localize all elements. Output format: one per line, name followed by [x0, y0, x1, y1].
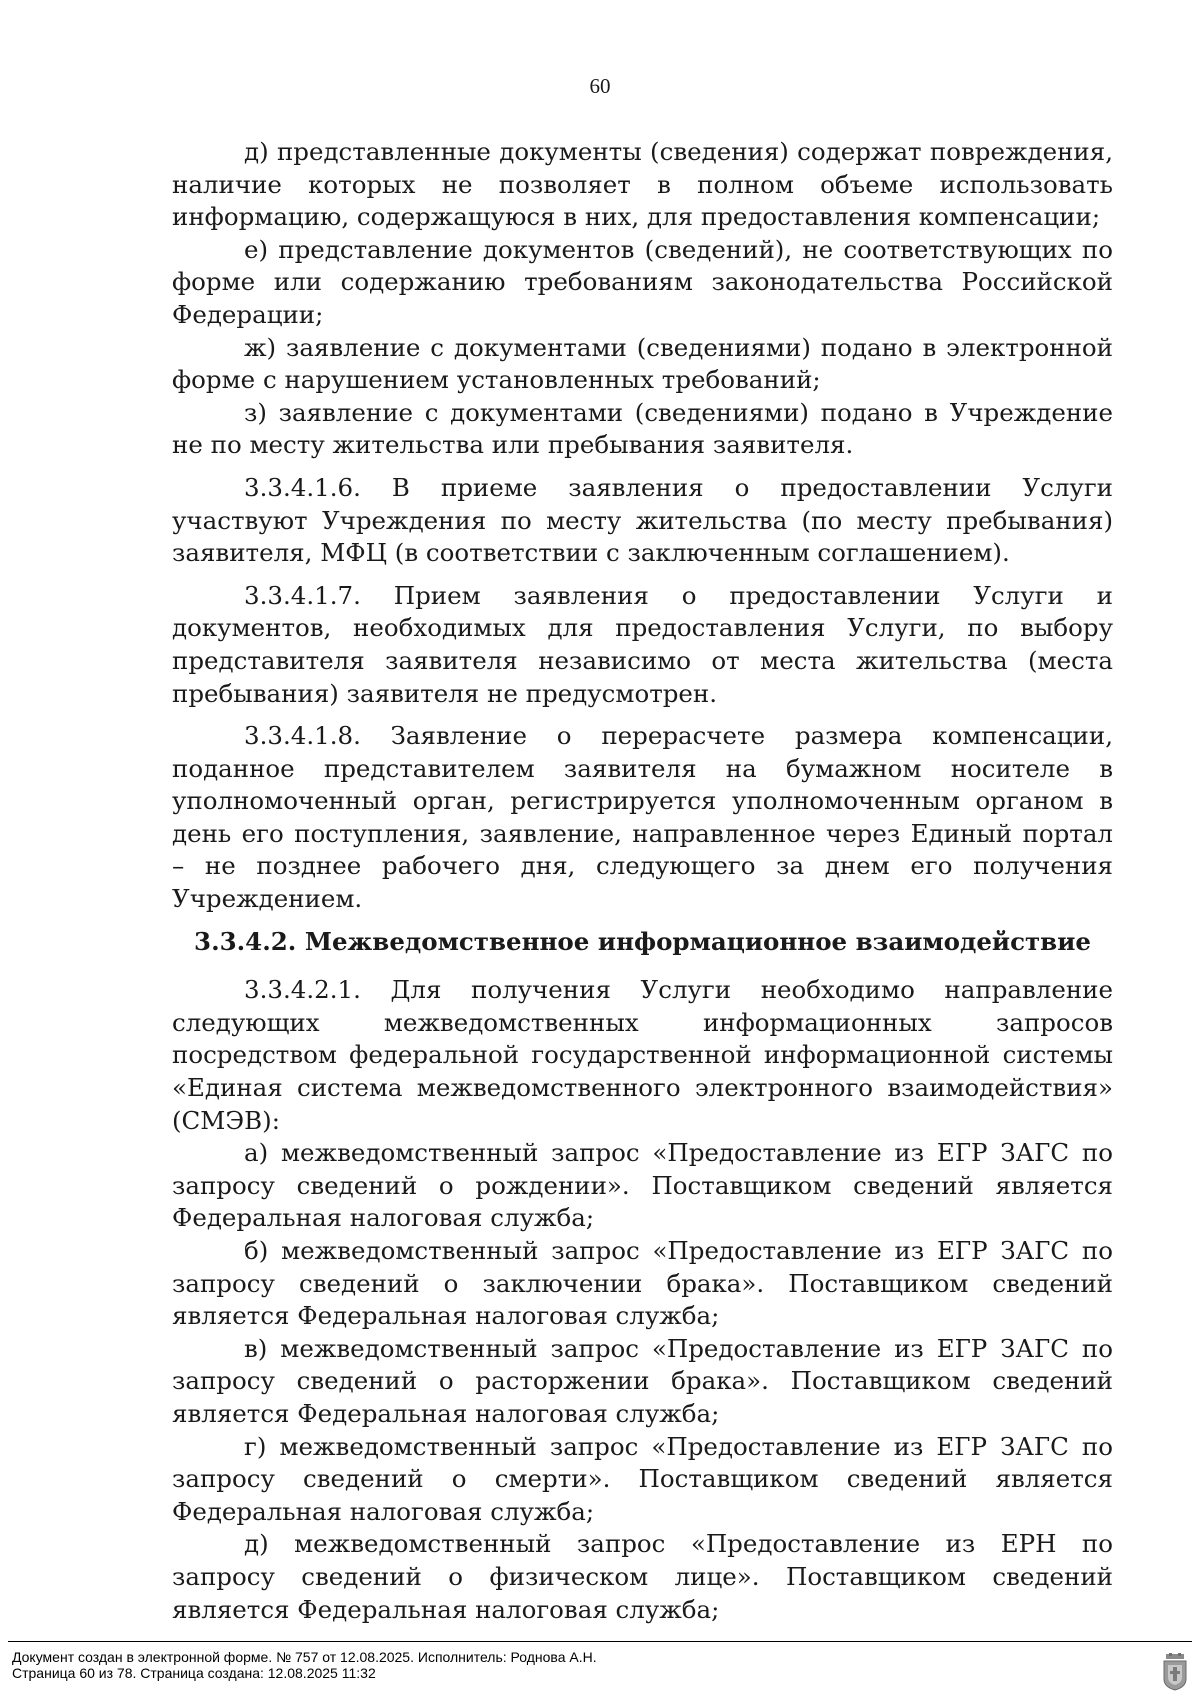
list-item-d: д) представленные документы (сведения) содержат повреждения, наличие которых не позволяет в полном объеме использовать информацию, содержащуюся в них, для предоставления компенсации; [172, 137, 1113, 232]
page-number: 60 [589, 74, 611, 98]
request-item-b: б) межведомственный запрос «Предоставление из ЕГР ЗАГС по запросу сведений о заключении брака». Поставщиком сведений является Федеральная налоговая служба; [172, 1236, 1113, 1331]
document-body [172, 136, 1113, 1626]
clause-3-3-4-1-8: 3.3.4.1.8. Заявление о перерасчете размера компенсации, поданное представителем заявителя на бумажном носителе в уполномоченный орган, регистрируется уполномоченным органом в день его поступления, заявление, направленное через Единый портал – не позднее рабочего дня, следующего за днем его получения Учреждением. [172, 721, 1113, 914]
list-item-zh: ж) заявление с документами (сведениями) подано в электронной форме с нарушением установленных требований; [172, 332, 1113, 395]
footer-divider [8, 1641, 1192, 1642]
request-item-g: г) межведомственный запрос «Предоставление из ЕГР ЗАГС по запросу сведений о смерти». Поставщиком сведений является Федеральная налоговая служба; [172, 1431, 1113, 1526]
footer-line-page-info: Страница 60 из 78. Страница создана: 12.08.2025 11:32 [12, 1665, 376, 1681]
clause-3-3-4-1-7: 3.3.4.1.7. Прием заявления о предоставлении Услуги и документов, необходимых для предоставления Услуги, по выбору представителя заявителя независимо от места жительства (места пребывания) заявителя не предусмотрен. [172, 580, 1113, 708]
request-item-v: в) межведомственный запрос «Предоставление из ЕГР ЗАГС по запросу сведений о расторжении брака». Поставщиком сведений является Федеральная налоговая служба; [172, 1333, 1113, 1428]
request-item-a: а) межведомственный запрос «Предоставление из ЕГР ЗАГС по запросу сведений о рождении». Поставщиком сведений является Федеральная налоговая служба; [172, 1138, 1113, 1233]
request-item-d: д) межведомственный запрос «Предоставление из ЕРН по запросу сведений о физическом лице». Поставщиком сведений является Федеральная налоговая служба; [172, 1529, 1113, 1624]
list-item-z: з) заявление с документами (сведениями) подано в Учреждение не по месту жительства или пребывания заявителя. [172, 397, 1113, 460]
clause-3-3-4-1-6: 3.3.4.1.6. В приеме заявления о предоставлении Услуги участвуют Учреждения по месту жительства (по месту пребывания) заявителя, МФЦ (в соответствии с заключенным соглашением). [172, 472, 1113, 568]
coat-of-arms-icon [1160, 1653, 1190, 1691]
section-heading: 3.3.4.2. Межведомственное информационное взаимодействие [194, 926, 1091, 956]
footer-line-document-info: Документ создан в электронной форме. № 757 от 12.08.2025. Исполнитель: Роднова А.Н. [12, 1649, 597, 1665]
list-item-e: е) представление документов (сведений), не соответствующих по форме или содержанию требованиям законодательства Российской Федерации; [172, 234, 1113, 329]
document-footer [0, 1641, 1200, 1698]
footer-text [12, 1649, 597, 1681]
clause-3-3-4-2-1: 3.3.4.2.1. Для получения Услуги необходимо направление следующих межведомственных информационных запросов посредством федеральной государственной информационной системы «Единая система межведомственного электронного взаимодействия» (СМЭВ): [172, 975, 1113, 1135]
